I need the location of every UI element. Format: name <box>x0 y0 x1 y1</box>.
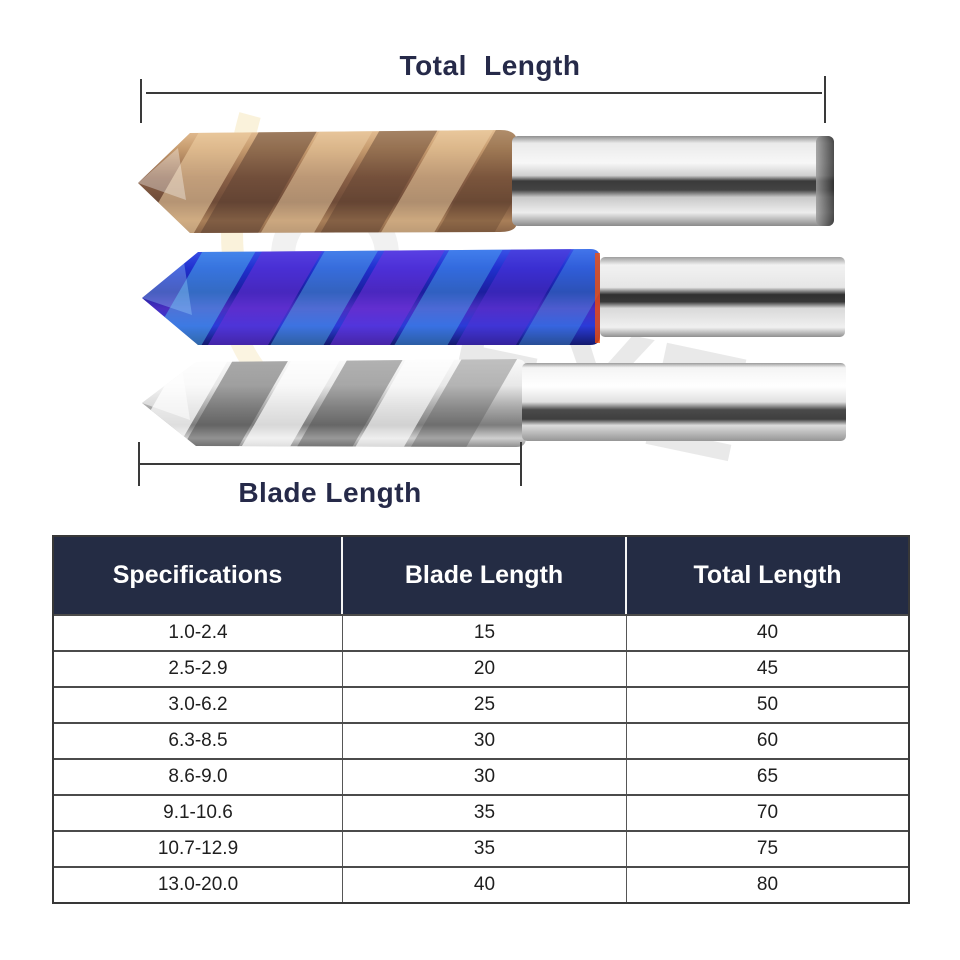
blade-length-dimension-line <box>139 463 521 465</box>
total-length-cell: 60 <box>756 730 779 751</box>
blade-length-cell: 35 <box>343 832 627 866</box>
spec-cell: 2.5-2.9 <box>54 652 343 686</box>
header-cell-blade-length: Blade Length <box>343 537 627 614</box>
spec-cell: 10.7-12.9 <box>54 832 343 866</box>
blade-length-label: Blade Length <box>238 477 422 508</box>
spec-cell: 3.0-6.2 <box>54 688 343 722</box>
blade-length-cell: 15 <box>343 616 627 650</box>
total-length-cell: 80 <box>756 874 779 895</box>
spec-cell: 13.0-20.0 <box>54 868 343 902</box>
total-length-cell: 70 <box>756 802 779 823</box>
total-length-cell: 40 <box>756 622 779 643</box>
dimension-tick-right <box>520 442 522 486</box>
blade-length-cell: 30 <box>343 724 627 758</box>
header-cell-total-length: Total Length <box>693 561 842 589</box>
spec-cell: 1.0-2.4 <box>54 616 343 650</box>
table-row <box>54 830 908 866</box>
total-length-cell: 50 <box>756 694 779 715</box>
spec-cell: 9.1-10.6 <box>54 796 343 830</box>
spec-table <box>52 535 910 904</box>
total-length-cell: 75 <box>756 838 779 859</box>
total-length-label: Total Length <box>399 50 581 81</box>
table-row <box>54 866 908 902</box>
table-row <box>54 758 908 794</box>
spec-cell: 6.3-8.5 <box>54 724 343 758</box>
table-header-row <box>54 537 908 614</box>
blade-length-cell: 40 <box>343 868 627 902</box>
blade-length-cell: 35 <box>343 796 627 830</box>
table-row <box>54 722 908 758</box>
table-row <box>54 686 908 722</box>
coating-junction-ring <box>595 253 600 343</box>
table-row <box>54 650 908 686</box>
table-row <box>54 614 908 650</box>
blade-length-cell: 30 <box>343 760 627 794</box>
blade-length-cell: 25 <box>343 688 627 722</box>
blade-length-cell: 20 <box>343 652 627 686</box>
header-cell-specifications: Specifications <box>54 537 343 614</box>
spec-cell: 8.6-9.0 <box>54 760 343 794</box>
total-length-cell: 45 <box>756 658 779 679</box>
table-row <box>54 794 908 830</box>
total-length-cell: 65 <box>756 766 779 787</box>
